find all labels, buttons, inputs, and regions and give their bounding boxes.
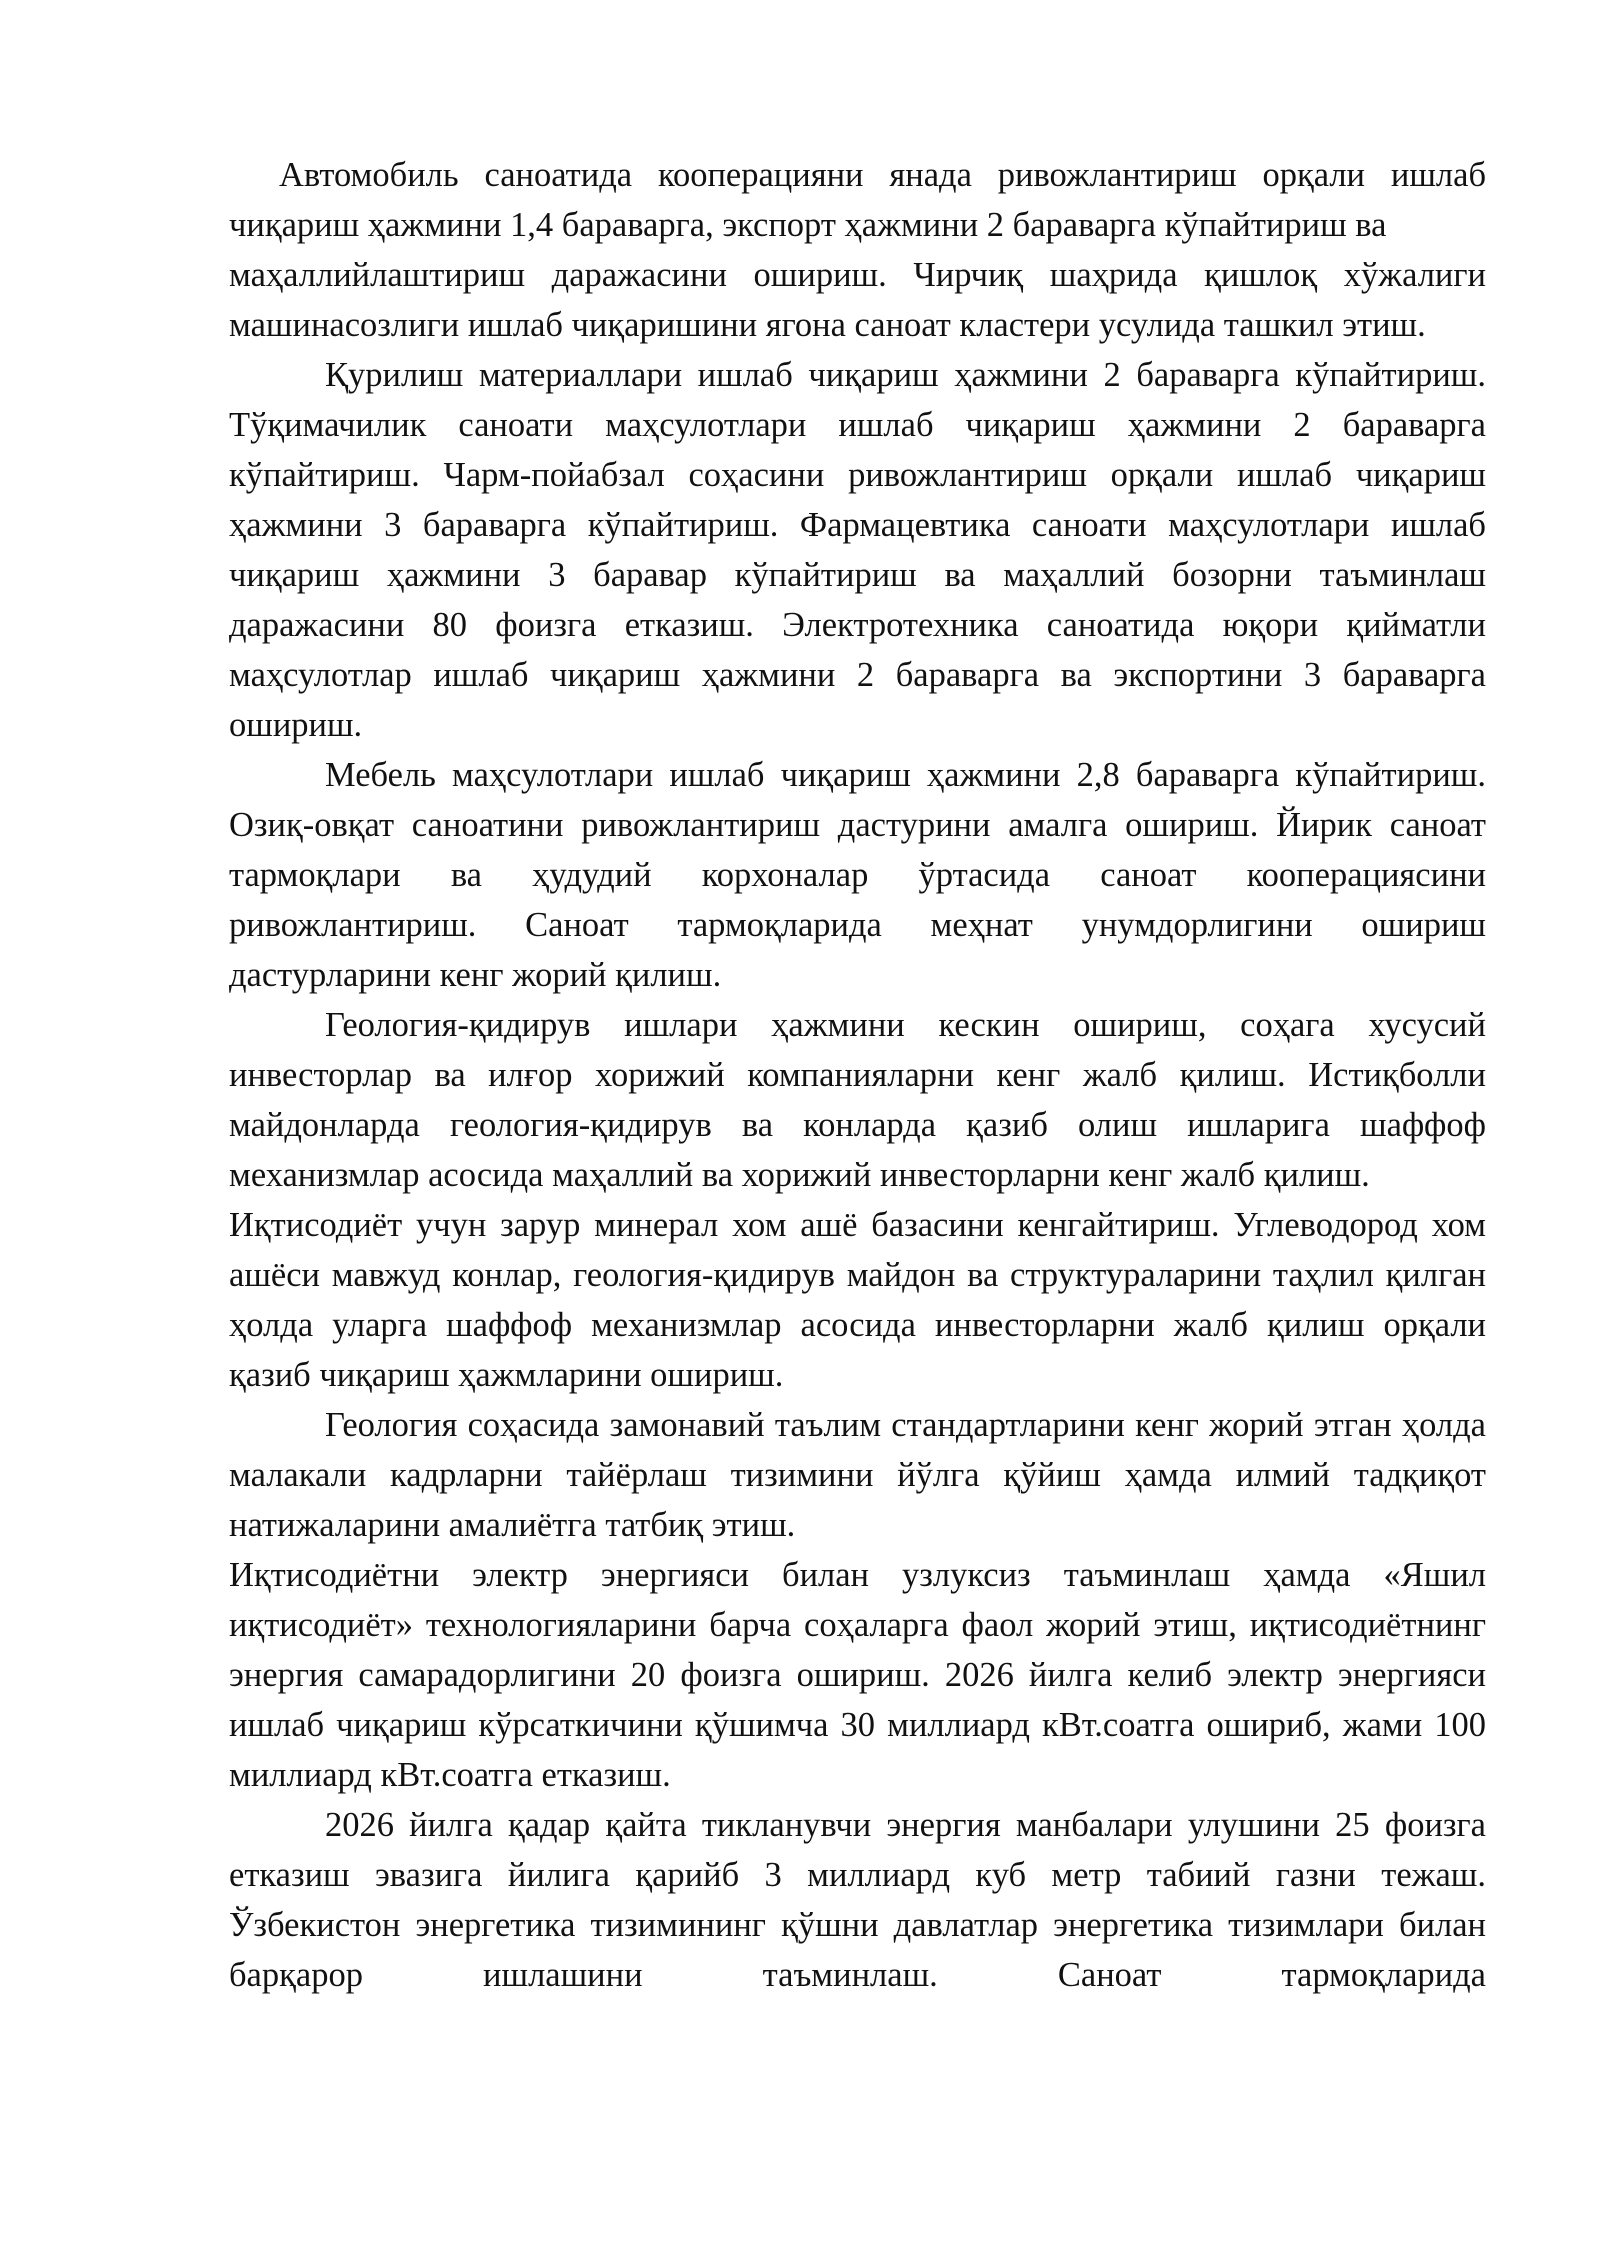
document-body — [229, 150, 1486, 2000]
paragraph-furniture: Мебель маҳсулотлари ишлаб чиқариш ҳажмини 2,8 бараварга кўпайтириш. Озиқ-овқат саноатини ривожлантириш дастурини амалга ошириш. Йирик саноат тармоқлари ва ҳудудий корхоналар ўртасида саноат кооперациясини ривожлантириш. Саноат тармоқларида меҳнат унумдорлигини ошириш дастурларини кенг жорий қилиш. — [229, 756, 1486, 994]
paragraph-electric-energy: Иқтисодиётни электр энергияси билан узлуксиз таъминлаш ҳамда «Яшил иқтисодиёт» технологияларини барча соҳаларга фаол жорий этиш, иқтисодиётнинг энергия самарадорлигини 20 фоизга ошириш. 2026 йилга келиб электр энергияси ишлаб чиқариш кўрсаткичини қўшимча 30 миллиард кВт.соатга ошириб, жами 100 миллиард кВт.соатга етказиш. — [229, 1556, 1486, 1794]
paragraph-geology-education: Геология соҳасида замонавий таълим стандартларини кенг жорий этган ҳолда малакали кадрларни тайёрлаш тизимини йўлга қўйиш ҳамда илмий тадқиқот натижаларини амалиётга татбиқ этиш. — [229, 1406, 1486, 1544]
paragraph-renewable-energy: 2026 йилга қадар қайта тикланувчи энергия манбалари улушини 25 фоизга етказиш эвазига йилига қарийб 3 миллиард куб метр табиий газни тежаш. Ўзбекистон энергетика тизимининг қўшни давлатлар энергетика тизимлари билан барқарор ишлашини таъминлаш. Саноат тармоқларида — [229, 1806, 1486, 1994]
paragraph-mineral-resources: Иқтисодиёт учун зарур минерал хом ашё базасини кенгайтириш. Углеводород хом ашёси мавжуд конлар, геология-қидирув майдон ва структураларини таҳлил қилган ҳолда уларга шаффоф механизмлар асосида инвесторларни жалб қилиш орқали қазиб чиқариш ҳажмларини ошириш. — [229, 1206, 1486, 1394]
paragraph-localization: маҳаллийлаштириш даражасини ошириш. Чирчиқ шаҳрида қишлоқ хўжалиги машинасозлиги ишлаб чиқаришини ягона саноат кластери усулида ташкил этиш. — [229, 256, 1486, 344]
paragraph-construction-materials: Қурилиш материаллари ишлаб чиқариш ҳажмини 2 бараварга кўпайтириш. Тўқимачилик саноати маҳсулотлари ишлаб чиқариш ҳажмини 2 бараварга кўпайтириш. Чарм-пойабзал соҳасини ривожлантириш орқали ишлаб чиқариш ҳажмини 3 бараварга кўпайтириш. Фармацевтика саноати маҳсулотлари ишлаб чиқариш ҳажмини 3 баравар кўпайтириш ва маҳаллий бозорни таъминлаш даражасини 80 фоизга етказиш. Электротехника саноатида юқори қийматли маҳсулотлар ишлаб чиқариш ҳажмини 2 бараварга ва экспортини 3 бараварга ошириш. — [229, 356, 1486, 744]
paragraph-automotive: Автомобиль саноатида кооперацияни янада ривожлантириш орқали ишлаб чиқариш ҳажмини 1,4 бараварга, экспорт ҳажмини 2 бараварга кўпайтириш ва — [229, 156, 1486, 244]
paragraph-geology-exploration: Геология-қидирув ишлари ҳажмини кескин ошириш, соҳага хусусий инвесторлар ва илғор хорижий компанияларни кенг жалб қилиш. Истиқболли майдонларда геология-қидирув ва конларда қазиб олиш ишларига шаффоф механизмлар асосида маҳаллий ва хорижий инвесторларни кенг жалб қилиш. — [229, 1006, 1486, 1194]
